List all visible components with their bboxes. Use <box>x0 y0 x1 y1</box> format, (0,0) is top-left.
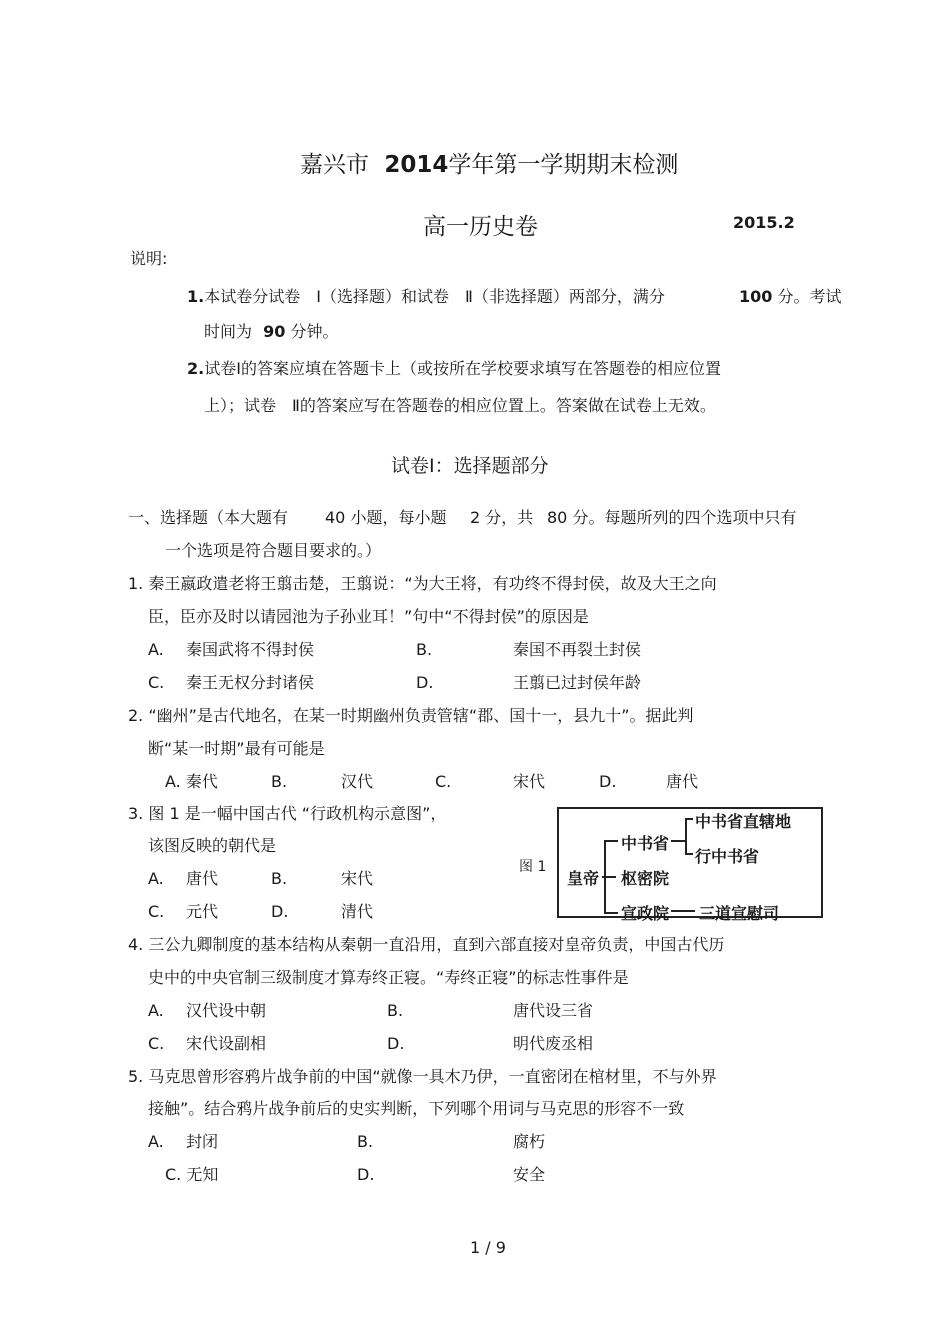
exam-date: 2015.2 <box>733 213 795 232</box>
q1-stem-line-1: 1. 秦王嬴政遣老将王翦击楚，王翦说：“为大王将，有功终不得封侯，故及大王之向 <box>128 574 717 593</box>
q3-option-d-text: 清代 <box>341 902 374 921</box>
diagram-node-xuanzheng: 宣政院 <box>621 904 670 923</box>
exam-title <box>300 146 678 179</box>
title-rest: 学年第一学期期末检测 <box>448 152 679 178</box>
q4-option-d-letter: D. <box>387 1034 405 1053</box>
note-1-line-1 <box>187 287 665 307</box>
note-1-text-d: 分钟。 <box>290 322 339 341</box>
exam-subtitle: 高一历史卷 <box>423 214 538 240</box>
q3-option-c-letter: C. <box>148 902 165 921</box>
q3-option-d-letter: D. <box>271 902 289 921</box>
q2-option-d-letter: D. <box>599 772 617 791</box>
q5-stem-line-2: 接触”。结合鸦片战争前后的史实判断，下列哪个用词与马克思的形容不一致 <box>148 1099 685 1118</box>
q4-option-c-text: 宋代设副相 <box>186 1034 267 1053</box>
q2-option-b-letter: B. <box>271 772 288 791</box>
diagram-node-emperor: 皇帝 <box>567 869 600 888</box>
q2-stem-line-1: 2. “幽州”是古代地名，在某一时期幽州负责管辖“郡、国十一，县九十”。据此判 <box>128 706 694 725</box>
q1-option-a-text: 秦国武将不得封侯 <box>186 640 315 659</box>
section-title: 试卷Ⅰ：选择题部分 <box>391 455 549 477</box>
part1-line-1a: 一、选择题（本大题有 <box>128 508 289 527</box>
q1-option-a-letter: A. <box>148 640 164 659</box>
diagram-node-sandao: 三道宣慰司 <box>699 904 780 923</box>
note-2-line-1 <box>187 359 721 379</box>
diagram-connector <box>604 840 606 913</box>
q4-option-a-letter: A. <box>148 1001 164 1020</box>
q4-option-b-letter: B. <box>387 1001 404 1020</box>
note-1-minutes: 90 <box>263 322 286 341</box>
diagram-node-zhongshu: 中书省 <box>621 834 670 853</box>
q3-option-a-letter: A. <box>148 869 164 888</box>
note-1-text-c: 时间为 <box>204 322 253 341</box>
q3-option-b-letter: B. <box>271 869 288 888</box>
part1-line-1c: 2 分，共 <box>470 508 534 527</box>
q5-option-d-text: 安全 <box>513 1165 546 1184</box>
notes-label: 说明: <box>130 249 168 268</box>
q3-stem-line-2: 该图反映的朝代是 <box>148 836 277 855</box>
q4-option-c-letter: C. <box>148 1034 165 1053</box>
diagram-node-zhixia: 中书省直辖地 <box>695 812 792 831</box>
admin-structure-diagram <box>557 807 823 923</box>
q1-option-b-text: 秦国不再裂土封侯 <box>513 640 642 659</box>
title-city: 嘉兴市 <box>300 152 369 178</box>
title-year: 2014 <box>384 152 449 178</box>
note-1-number: 1. <box>187 287 205 306</box>
q1-option-d-text: 王翦已过封侯年龄 <box>513 673 642 692</box>
q5-stem-line-1: 5. 马克思曾形容鸦片战争前的中国“就像一具木乃伊，一直密闭在棺材里，不与外界 <box>128 1067 717 1086</box>
q2-option-b-text: 汉代 <box>341 772 374 791</box>
q1-option-b-letter: B. <box>416 640 433 659</box>
q4-option-d-text: 明代废丞相 <box>513 1034 594 1053</box>
q4-option-a-text: 汉代设中朝 <box>186 1001 267 1020</box>
diagram-connector <box>685 818 687 855</box>
q3-option-c-text: 元代 <box>186 902 219 921</box>
q4-stem-line-2: 史中的中央官制三级制度才算寿终正寝。“寿终正寝”的标志性事件是 <box>148 968 629 987</box>
note-1-text-a: 本试卷分试卷 Ⅰ（选择题）和试卷 Ⅱ（非选择题）两部分，满分 <box>204 287 665 306</box>
note-1-line-2 <box>204 322 338 342</box>
diagram-connector <box>685 818 693 820</box>
note-1-score-value: 100 <box>739 287 773 306</box>
q3-stem-line-1: 3. 图 1 是一幅中国古代 “行政机构示意图”， <box>128 804 447 823</box>
note-2-text-a: 试卷Ⅰ的答案应填在答题卡上（或按所在学校要求填写在答题卷的相应位置 <box>204 359 721 378</box>
q1-option-c-text: 秦王无权分封诸侯 <box>186 673 315 692</box>
q5-option-a-letter: A. <box>148 1132 164 1151</box>
note-2-line-2: 上）；试卷 Ⅱ的答案应写在答题卷的相应位置上。答案做在试卷上无效。 <box>204 396 716 415</box>
q3-option-a-text: 唐代 <box>186 869 219 888</box>
q4-stem-line-1: 4. 三公九卿制度的基本结构从秦朝一直沿用，直到六部直接对皇帝负责，中国古代历 <box>128 935 725 954</box>
part1-line-1b: 40 小题，每小题 <box>325 508 447 527</box>
diagram-connector <box>671 910 695 912</box>
q5-option-a-text: 封闭 <box>186 1132 219 1151</box>
q5-option-b-letter: B. <box>357 1132 374 1151</box>
q4-option-b-text: 唐代设三省 <box>513 1001 594 1020</box>
q3-option-b-text: 宋代 <box>341 869 374 888</box>
diagram-node-xing: 行中书省 <box>695 847 760 866</box>
part1-line-2: 一个选项是符合题目要求的。） <box>165 541 382 560</box>
q1-option-c-letter: C. <box>148 673 165 692</box>
diagram-connector <box>604 840 618 842</box>
q1-stem-line-2: 臣，臣亦及时以请园池为子孙业耳！”句中“不得封侯”的原因是 <box>148 607 589 626</box>
diagram-connector <box>685 853 693 855</box>
figure-label: 图 1 <box>519 859 547 875</box>
note-1-score <box>739 287 842 307</box>
diagram-node-shumi: 枢密院 <box>621 869 670 888</box>
diagram-connector <box>671 840 685 842</box>
q2-option-c-letter: C. <box>435 772 452 791</box>
q5-option-c: C. 无知 <box>165 1165 219 1184</box>
diagram-connector <box>604 912 618 914</box>
q1-option-d-letter: D. <box>416 673 434 692</box>
page-number: 1 / 9 <box>470 1238 506 1257</box>
note-1-text-b: 分。考试 <box>777 287 842 306</box>
q2-option-d-text: 唐代 <box>666 772 699 791</box>
part1-line-1d: 80 分。每题所列的四个选项中只有 <box>547 508 797 527</box>
q5-option-d-letter: D. <box>357 1165 375 1184</box>
q5-option-b-text: 腐朽 <box>513 1132 546 1151</box>
q2-option-c-text: 宋代 <box>513 772 546 791</box>
q2-stem-line-2: 断“某一时期”最有可能是 <box>148 739 325 758</box>
q2-option-a: A. 秦代 <box>165 772 218 791</box>
note-2-number: 2. <box>187 359 205 378</box>
